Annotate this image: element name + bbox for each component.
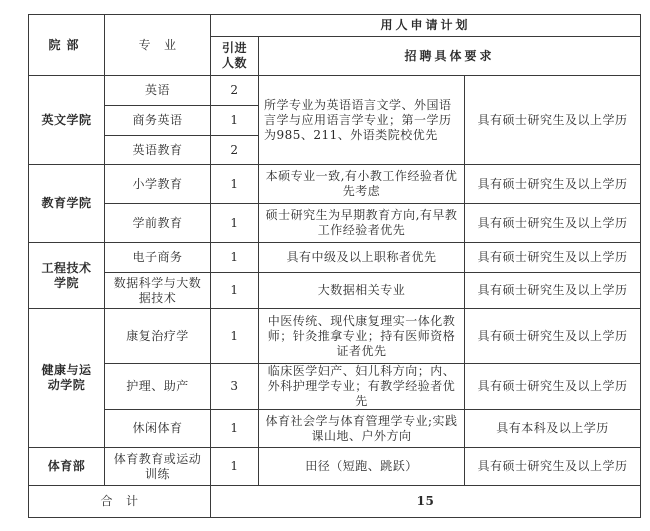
major-cell: 护理、助产 [105, 364, 211, 410]
requirement-cell: 中医传统、现代康复理实一体化教师；针灸推拿专业；持有医师资格证者优先 [259, 309, 465, 364]
count-cell: 1 [211, 204, 259, 243]
college-name: 英文学院 [29, 76, 105, 165]
count-cell: 1 [211, 410, 259, 448]
table-row [29, 204, 641, 243]
major-cell: 学前教育 [105, 204, 211, 243]
college-name: 体育部 [29, 448, 105, 486]
table-row [29, 243, 641, 273]
count-cell: 1 [211, 273, 259, 309]
table-row [29, 448, 641, 486]
degree-cell: 具有硕士研究生及以上学历 [465, 364, 641, 410]
degree-cell: 具有硕士研究生及以上学历 [465, 165, 641, 204]
requirement-cell: 本硕专业一致,有小教工作经验者优先考虑 [259, 165, 465, 204]
header-requirements: 招聘具体要求 [259, 37, 641, 76]
count-cell: 2 [211, 136, 259, 165]
major-cell: 小学教育 [105, 165, 211, 204]
major-cell: 体育教育或运动训练 [105, 448, 211, 486]
table-row [29, 273, 641, 309]
count-cell: 1 [211, 309, 259, 364]
degree-cell: 具有硕士研究生及以上学历 [465, 309, 641, 364]
table-row [29, 410, 641, 448]
requirement-cell: 临床医学妇产、妇儿科方向；内、外科护理学专业；有教学经验者优先 [259, 364, 465, 410]
count-cell: 1 [211, 243, 259, 273]
header-major: 专 业 [105, 15, 211, 76]
requirement-cell: 所学专业为英语语言文学、外国语言学与应用语言学专业；第一学历为985、211、外语类院校优先 [259, 76, 465, 165]
recruitment-plan-table [28, 14, 641, 518]
major-cell: 商务英语 [105, 106, 211, 136]
college-name: 教育学院 [29, 165, 105, 243]
degree-cell: 具有硕士研究生及以上学历 [465, 243, 641, 273]
table-row [29, 165, 641, 204]
major-cell: 英语教育 [105, 136, 211, 165]
header-college: 院部 [29, 15, 105, 76]
total-value: 15 [211, 486, 641, 518]
degree-cell: 具有硕士研究生及以上学历 [465, 204, 641, 243]
degree-cell: 具有硕士研究生及以上学历 [465, 76, 641, 165]
table-row [29, 76, 641, 106]
major-cell: 电子商务 [105, 243, 211, 273]
count-cell: 3 [211, 364, 259, 410]
degree-cell: 具有硕士研究生及以上学历 [465, 273, 641, 309]
requirement-cell: 具有中级及以上职称者优先 [259, 243, 465, 273]
count-cell: 1 [211, 448, 259, 486]
header-plan-title: 用人申请计划 [211, 15, 641, 37]
count-cell: 2 [211, 76, 259, 106]
requirement-cell: 田径（短跑、跳跃） [259, 448, 465, 486]
college-name: 健康与运动学院 [29, 309, 105, 448]
requirement-cell: 大数据相关专业 [259, 273, 465, 309]
college-name: 工程技术学院 [29, 243, 105, 309]
count-cell: 1 [211, 165, 259, 204]
major-cell: 休闲体育 [105, 410, 211, 448]
requirement-cell: 硕士研究生为早期教育方向,有早教工作经验者优先 [259, 204, 465, 243]
total-label: 合 计 [29, 486, 211, 518]
degree-cell: 具有硕士研究生及以上学历 [465, 448, 641, 486]
major-cell: 数据科学与大数据技术 [105, 273, 211, 309]
major-cell: 英语 [105, 76, 211, 106]
table-row [29, 309, 641, 364]
table-row [29, 364, 641, 410]
header-count: 引进人数 [211, 37, 259, 76]
requirement-cell: 体育社会学与体育管理学专业;实践课山地、户外方向 [259, 410, 465, 448]
degree-cell: 具有本科及以上学历 [465, 410, 641, 448]
count-cell: 1 [211, 106, 259, 136]
total-row [29, 486, 641, 518]
major-cell: 康复治疗学 [105, 309, 211, 364]
